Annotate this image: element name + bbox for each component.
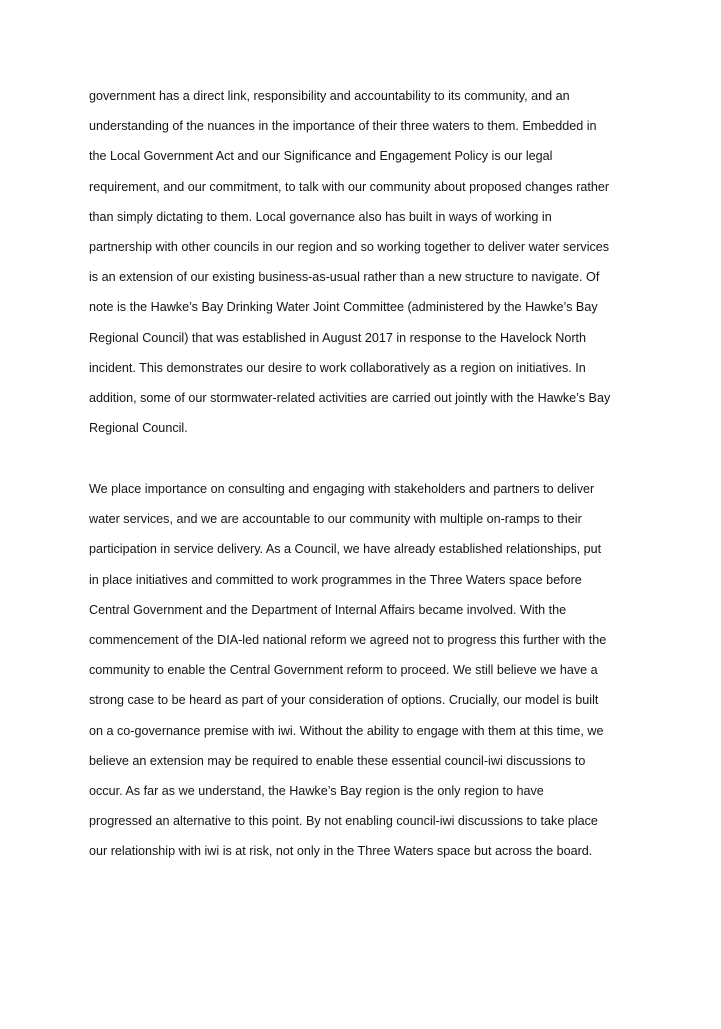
- text-line: community to enable the Central Government reform to proceed. We still believe we have a: [89, 663, 598, 678]
- paragraph-local-governance: [89, 86, 649, 448]
- text-line: requirement, and our commitment, to talk with our community about proposed changes rather: [89, 179, 610, 194]
- text-line: believe an extension may be required to enable these essential council-iwi discussions to: [89, 753, 586, 768]
- text-line: in place initiatives and committed to work programmes in the Three Waters space before: [89, 572, 582, 587]
- text-line: commencement of the DIA-led national reform we agreed not to progress this further with the: [89, 632, 607, 647]
- text-line: occur. As far as we understand, the Hawke’s Bay region is the only region to have: [89, 783, 544, 798]
- text-line: Regional Council) that was established in August 2017 in response to the Havelock North: [89, 330, 587, 345]
- text-line: than simply dictating to them. Local governance also has built in ways of working in: [89, 209, 552, 224]
- text-line: our relationship with iwi is at risk, not only in the Three Waters space but across the board.: [89, 844, 593, 859]
- text-line: addition, some of our stormwater-related activities are carried out jointly with the Hawke’s Bay: [89, 390, 611, 405]
- text-line: is an extension of our existing business-as-usual rather than a new structure to navigate. Of: [89, 270, 600, 285]
- text-line: incident. This demonstrates our desire to work collaboratively as a region on initiatives. In: [89, 360, 586, 375]
- text-line: the Local Government Act and our Significance and Engagement Policy is our legal: [89, 149, 553, 164]
- text-line: strong case to be heard as part of your consideration of options. Crucially, our model is built: [89, 693, 599, 708]
- text-line: We place importance on consulting and engaging with stakeholders and partners to deliver: [89, 482, 595, 496]
- text-line: partnership with other councils in our region and so working together to deliver water services: [89, 239, 610, 254]
- text-line: Regional Council.: [89, 421, 188, 436]
- text-line: on a co-governance premise with iwi. Without the ability to engage with them at this time, we: [89, 723, 604, 738]
- paragraph-stakeholder-engagement: [89, 479, 649, 871]
- text-line: understanding of the nuances in the importance of their three waters to them. Embedded in: [89, 119, 597, 134]
- text-line: water services, and we are accountable to our community with multiple on-ramps to their: [89, 512, 582, 527]
- text-line: Central Government and the Department of Internal Affairs became involved. With the: [89, 602, 567, 617]
- text-line: government has a direct link, responsibility and accountability to its community, and an: [89, 89, 570, 103]
- text-line: progressed an alternative to this point. By not enabling council-iwi discussions to take place: [89, 814, 598, 829]
- text-line: note is the Hawke’s Bay Drinking Water Joint Committee (administered by the Hawke’s Bay: [89, 300, 598, 315]
- text-line: participation in service delivery. As a Council, we have already established relationships, put: [89, 542, 602, 557]
